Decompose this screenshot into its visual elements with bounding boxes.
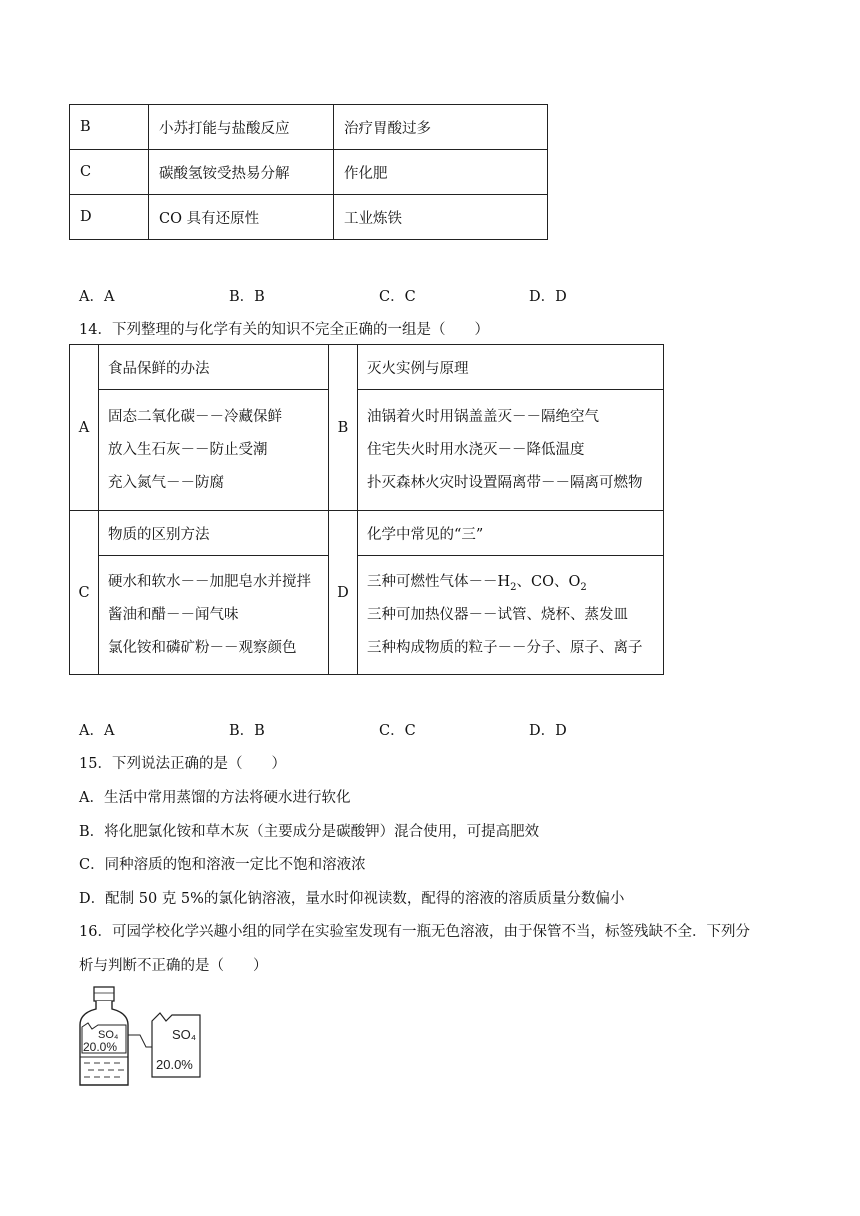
list-item: 住宅失火时用水浇灭－－降低温度 [367, 441, 585, 458]
q15-option-a[interactable]: A．生活中常用蒸馏的方法将硬水进行软化 [79, 790, 351, 806]
q14-options [79, 719, 679, 740]
group-b-letter: B [329, 345, 358, 511]
option-c[interactable]: C．C [379, 723, 416, 739]
group-b-content [358, 390, 664, 511]
row-property: CO 具有还原性 [149, 195, 334, 240]
q15-option-d[interactable]: D．配制 50 克 5%的氯化钠溶液，量水时仰视读数，配得的溶液的溶质质量分数偏小 [79, 891, 625, 907]
row-use: 工业炼铁 [334, 195, 548, 240]
q14-stem: 14．下列整理的与化学有关的知识不完全正确的一组是（ ） [79, 322, 489, 338]
list-item: 充入氮气－－防腐 [108, 474, 224, 491]
list-item: 三种构成物质的粒子－－分子、原子、离子 [367, 639, 643, 656]
row-use: 作化肥 [334, 150, 548, 195]
q14-table [69, 344, 664, 675]
list-item: 三种可加热仪器－－试管、烧杯、蒸发皿 [367, 606, 628, 623]
group-c-content [99, 556, 329, 675]
list-item: 硬水和软水－－加肥皂水并搅拌 [108, 573, 311, 590]
group-b-title: 灭火实例与原理 [358, 345, 664, 390]
list-item: 三种可燃性气体$--H_2$、CO、$O_2$ [367, 573, 587, 593]
q16-stem-line1: 16．可园学校化学兴趣小组的同学在实验室发现有一瓶无色溶液，由于保管不当，标签残缺不全．下列分 [79, 924, 750, 940]
option-c[interactable]: C．C [379, 289, 416, 305]
option-d[interactable]: D．D [529, 289, 567, 305]
list-item: 扑灭森林火灾时设置隔离带－－隔离可燃物 [367, 474, 643, 491]
row-property: 小苏打能与盐酸反应 [149, 105, 334, 150]
group-a-letter: A [70, 345, 99, 511]
table-row [70, 195, 548, 240]
option-a[interactable]: A．A [79, 723, 115, 739]
group-a-title: 食品保鲜的办法 [99, 345, 329, 390]
group-a-content [99, 390, 329, 511]
q13-options [79, 285, 679, 306]
q15-option-c[interactable]: C．同种溶质的饱和溶液一定比不饱和溶液浓 [79, 857, 366, 873]
list-item: 固态二氧化碳－－冷藏保鲜 [108, 408, 282, 425]
option-d[interactable]: D．D [529, 723, 567, 739]
row-letter: D [70, 195, 149, 240]
row-letter: C [70, 150, 149, 195]
list-item: 氯化铵和磷矿粉－－观察颜色 [108, 639, 297, 656]
option-b[interactable]: B．B [229, 723, 265, 739]
table-row [70, 105, 548, 150]
tag-percent: 20.0% [156, 1057, 193, 1072]
group-d-title: 化学中常见的“三” [358, 511, 664, 556]
group-c-title: 物质的区别方法 [99, 511, 329, 556]
row-use: 治疗胃酸过多 [334, 105, 548, 150]
q15-option-b[interactable]: B．将化肥氯化铵和草木灰（主要成分是碳酸钾）混合使用，可提高肥效 [79, 824, 540, 840]
bottle-label-formula: SO₄ [98, 1029, 119, 1041]
group-d-letter: D [329, 511, 358, 675]
bottle-cap [94, 987, 114, 1001]
bottle-label-percent: 20.0% [83, 1040, 118, 1054]
reagent-bottle-figure [76, 985, 206, 1090]
option-a[interactable]: A．A [79, 289, 115, 305]
q13-table [69, 104, 548, 240]
row-property: 碳酸氢铵受热易分解 [149, 150, 334, 195]
list-item: 放入生石灰－－防止受潮 [108, 441, 268, 458]
list-item: 酱油和醋－－闻气味 [108, 606, 239, 623]
tag-formula: SO₄ [172, 1027, 197, 1042]
group-c-letter: C [70, 511, 99, 675]
q16-stem-line2: 析与判断不正确的是（ ） [79, 958, 268, 974]
row-letter: B [70, 105, 149, 150]
q15-stem: 15．下列说法正确的是（ ） [79, 756, 286, 772]
option-b[interactable]: B．B [229, 289, 265, 305]
group-d-content [358, 556, 664, 675]
list-item: 油锅着火时用锅盖盖灭－－隔绝空气 [367, 408, 599, 425]
table-row [70, 150, 548, 195]
